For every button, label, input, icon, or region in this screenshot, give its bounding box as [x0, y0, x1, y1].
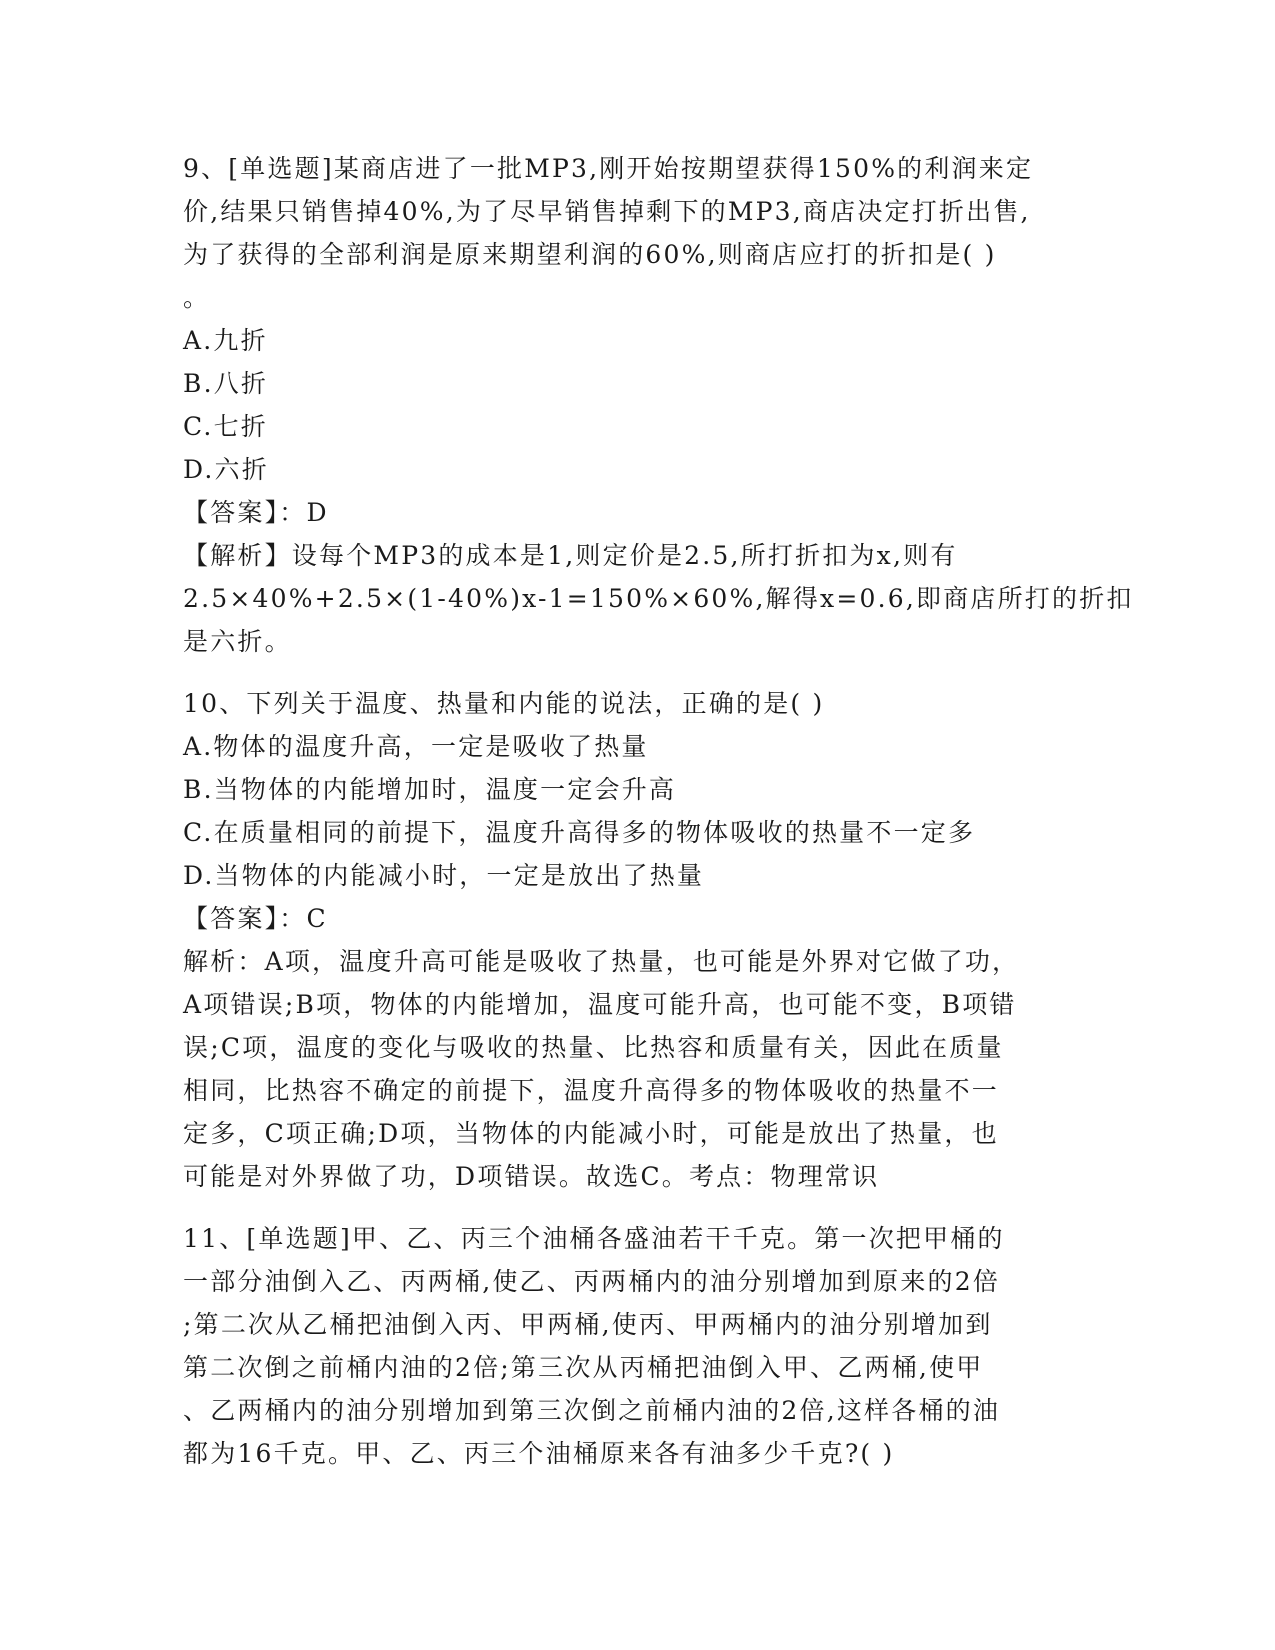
explanation-line: 2.5×40%+2.5×(1-40%)x-1=150%×60%,解得x=0.6,即商店所打的折扣: [183, 584, 1134, 613]
option-a: A.物体的温度升高，一定是吸收了热量: [183, 732, 649, 761]
question-text-line: 10、下列关于温度、热量和内能的说法，正确的是( ): [183, 689, 825, 718]
answer: 【答案】：C: [183, 904, 328, 933]
explanation-line: 定多，C项正确;D项，当物体的内能减小时，可能是放出了热量，也: [183, 1119, 999, 1148]
question-text-line: 价,结果只销售掉40%,为了尽早销售掉剩下的MP3,商店决定打折出售,: [183, 197, 1031, 226]
explanation-line: 【解析】设每个MP3的成本是1,则定价是2.5,所打折扣为x,则有: [183, 541, 958, 570]
question-11: [183, 1217, 1073, 1475]
explanation-line: 解析：A项，温度升高可能是吸收了热量，也可能是外界对它做了功，: [183, 947, 1020, 976]
option-d: D.六折: [183, 455, 269, 484]
question-text-line: 11、[单选题]甲、乙、丙三个油桶各盛油若干千克。第一次把甲桶的: [183, 1224, 1005, 1253]
question-10: [183, 682, 1073, 1198]
answer: 【答案】：D: [183, 498, 329, 527]
document-page: [183, 147, 1134, 1475]
question-text-line: 都为16千克。甲、乙、丙三个油桶原来各有油多少千克?( ): [183, 1439, 895, 1468]
option-b: B.当物体的内能增加时，温度一定会升高: [183, 775, 677, 804]
explanation-line: 可能是对外界做了功，D项错误。故选C。考点：物理常识: [183, 1162, 880, 1191]
explanation-line: A项错误;B项，物体的内能增加，温度可能升高，也可能不变，B项错: [183, 990, 1017, 1019]
question-text-line: 第二次倒之前桶内油的2倍;第三次从丙桶把油倒入甲、乙两桶,使甲: [183, 1353, 984, 1382]
option-a: A.九折: [183, 326, 268, 355]
option-b: B.八折: [183, 369, 269, 398]
question-text-line: 、乙两桶内的油分别增加到第三次倒之前桶内油的2倍,这样各桶的油: [183, 1396, 1001, 1425]
question-text-line: 一部分油倒入乙、丙两桶,使乙、丙两桶内的油分别增加到原来的2倍: [183, 1267, 1001, 1296]
explanation-line: 是六折。: [183, 627, 292, 656]
question-text-line: ;第二次从乙桶把油倒入丙、甲两桶,使丙、甲两桶内的油分别增加到: [183, 1310, 993, 1339]
question-text-line: 9、[单选题]某商店进了一批MP3,刚开始按期望获得150%的利润来定: [183, 154, 1034, 183]
explanation-line: 误;C项，温度的变化与吸收的热量、比热容和质量有关，因此在质量: [183, 1033, 1004, 1062]
question-9: [183, 147, 1134, 663]
explanation-line: 相同，比热容不确定的前提下，温度升高得多的物体吸收的热量不一: [183, 1076, 1000, 1105]
question-text-line: 为了获得的全部利润是原来期望利润的60%,则商店应打的折扣是( ): [183, 240, 997, 269]
option-d: D.当物体的内能减小时，一定是放出了热量: [183, 861, 705, 890]
option-c: C.七折: [183, 412, 268, 441]
option-c: C.在质量相同的前提下，温度升高得多的物体吸收的热量不一定多: [183, 818, 976, 847]
question-text-line: 。: [183, 283, 211, 312]
